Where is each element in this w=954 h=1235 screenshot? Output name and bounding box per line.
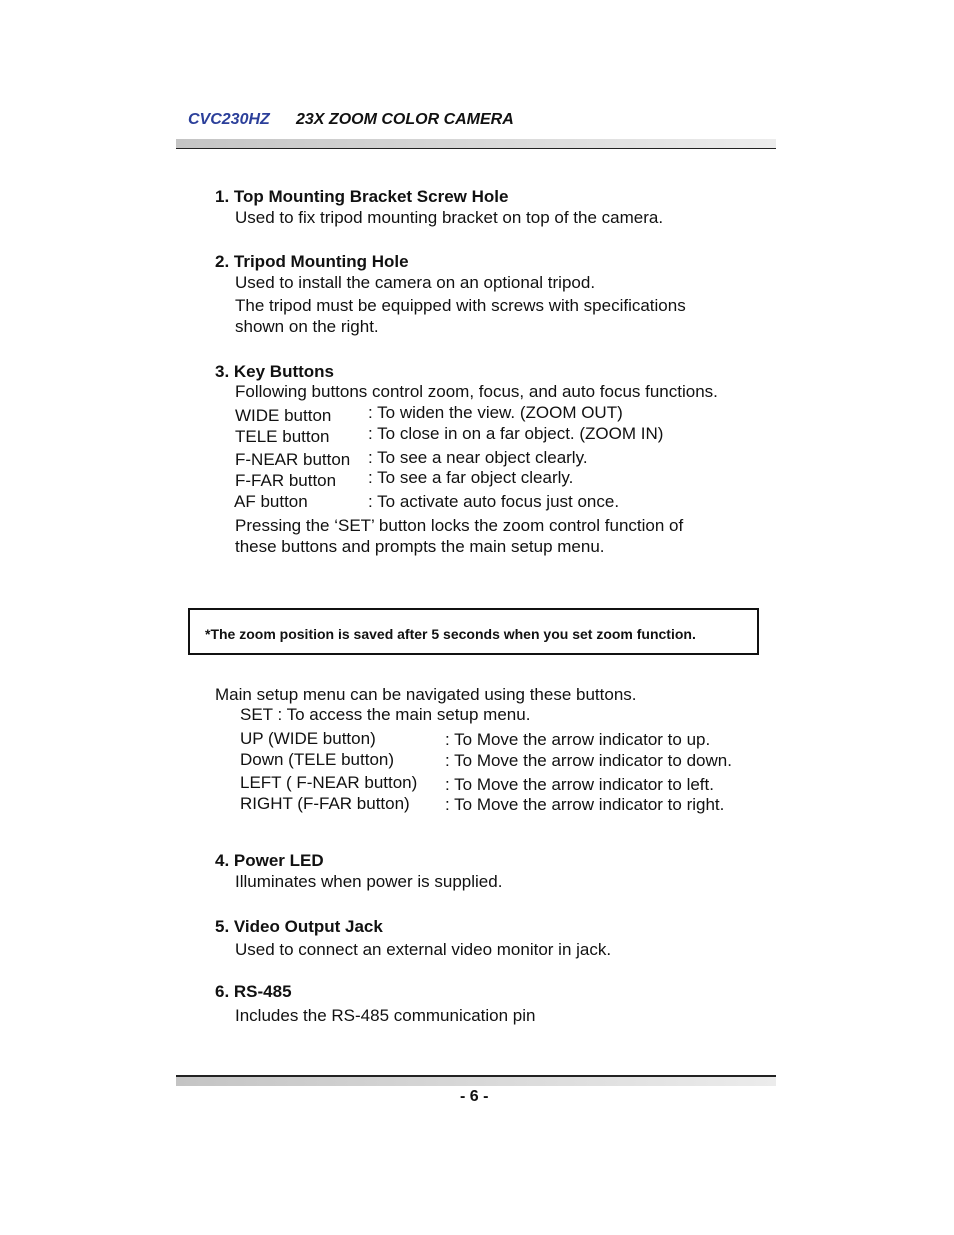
key-button-name: AF button	[234, 492, 308, 511]
key-button-name: F-FAR button	[235, 471, 337, 490]
key-button-desc: : To activate auto focus just once.	[368, 492, 620, 511]
menu-item-desc: : To Move the arrow indicator to left.	[445, 775, 714, 794]
section-4-heading: 4. Power LED	[215, 851, 324, 870]
section-3-note: Pressing the ‘SET’ button locks the zoom control function of	[235, 516, 684, 535]
key-button-desc: : To see a far object clearly.	[368, 468, 574, 487]
menu-item-desc: : To Move the arrow indicator to right.	[445, 795, 725, 814]
key-button-desc: : To see a near object clearly.	[368, 448, 588, 467]
document-title: 23X ZOOM COLOR CAMERA	[296, 111, 514, 128]
key-button-name: WIDE button	[235, 406, 332, 425]
key-button-desc: : To close in on a far object. (ZOOM IN)	[368, 424, 664, 443]
menu-item-name: RIGHT (F-FAR button)	[240, 794, 410, 813]
notice-box	[188, 608, 759, 655]
menu-intro: Main setup menu can be navigated using these buttons.	[215, 685, 637, 704]
model-name: CVC230HZ	[188, 111, 270, 128]
page-number: - 6 -	[460, 1088, 489, 1105]
section-6-line: Includes the RS-485 communication pin	[235, 1006, 536, 1025]
section-6-heading: 6. RS-485	[215, 982, 292, 1001]
notice-text: *The zoom position is saved after 5 seconds when you set zoom function.	[205, 626, 696, 642]
menu-item-name: UP (WIDE button)	[240, 729, 376, 748]
key-button-name: TELE button	[235, 427, 330, 446]
key-button-name: F-NEAR button	[235, 450, 351, 469]
section-1-line: Used to fix tripod mounting bracket on top of the camera.	[235, 208, 664, 227]
menu-item-name: LEFT ( F-NEAR button)	[240, 773, 418, 792]
menu-item-name: Down (TELE button)	[240, 750, 395, 769]
section-3-heading: 3. Key Buttons	[215, 362, 335, 381]
section-1-heading: 1. Top Mounting Bracket Screw Hole	[215, 187, 509, 206]
section-3-intro: Following buttons control zoom, focus, and auto focus functions.	[235, 382, 718, 401]
header-rule	[176, 139, 776, 149]
key-button-desc: : To widen the view. (ZOOM OUT)	[368, 403, 623, 422]
section-4-line: Illuminates when power is supplied.	[235, 872, 503, 891]
section-2-heading: 2. Tripod Mounting Hole	[215, 252, 409, 271]
section-2-line: The tripod must be equipped with screws with specifications	[235, 296, 686, 315]
section-2-line: shown on the right.	[235, 317, 379, 336]
section-2-line: Used to install the camera on an optional tripod.	[235, 273, 596, 292]
menu-set-line: SET : To access the main setup menu.	[240, 705, 531, 724]
section-3-note: these buttons and prompts the main setup menu.	[235, 537, 605, 556]
menu-item-desc: : To Move the arrow indicator to down.	[445, 751, 732, 770]
footer-rule	[176, 1075, 776, 1086]
section-5-heading: 5. Video Output Jack	[215, 917, 383, 936]
menu-item-desc: : To Move the arrow indicator to up.	[445, 730, 711, 749]
section-5-line: Used to connect an external video monitor in jack.	[235, 940, 612, 959]
